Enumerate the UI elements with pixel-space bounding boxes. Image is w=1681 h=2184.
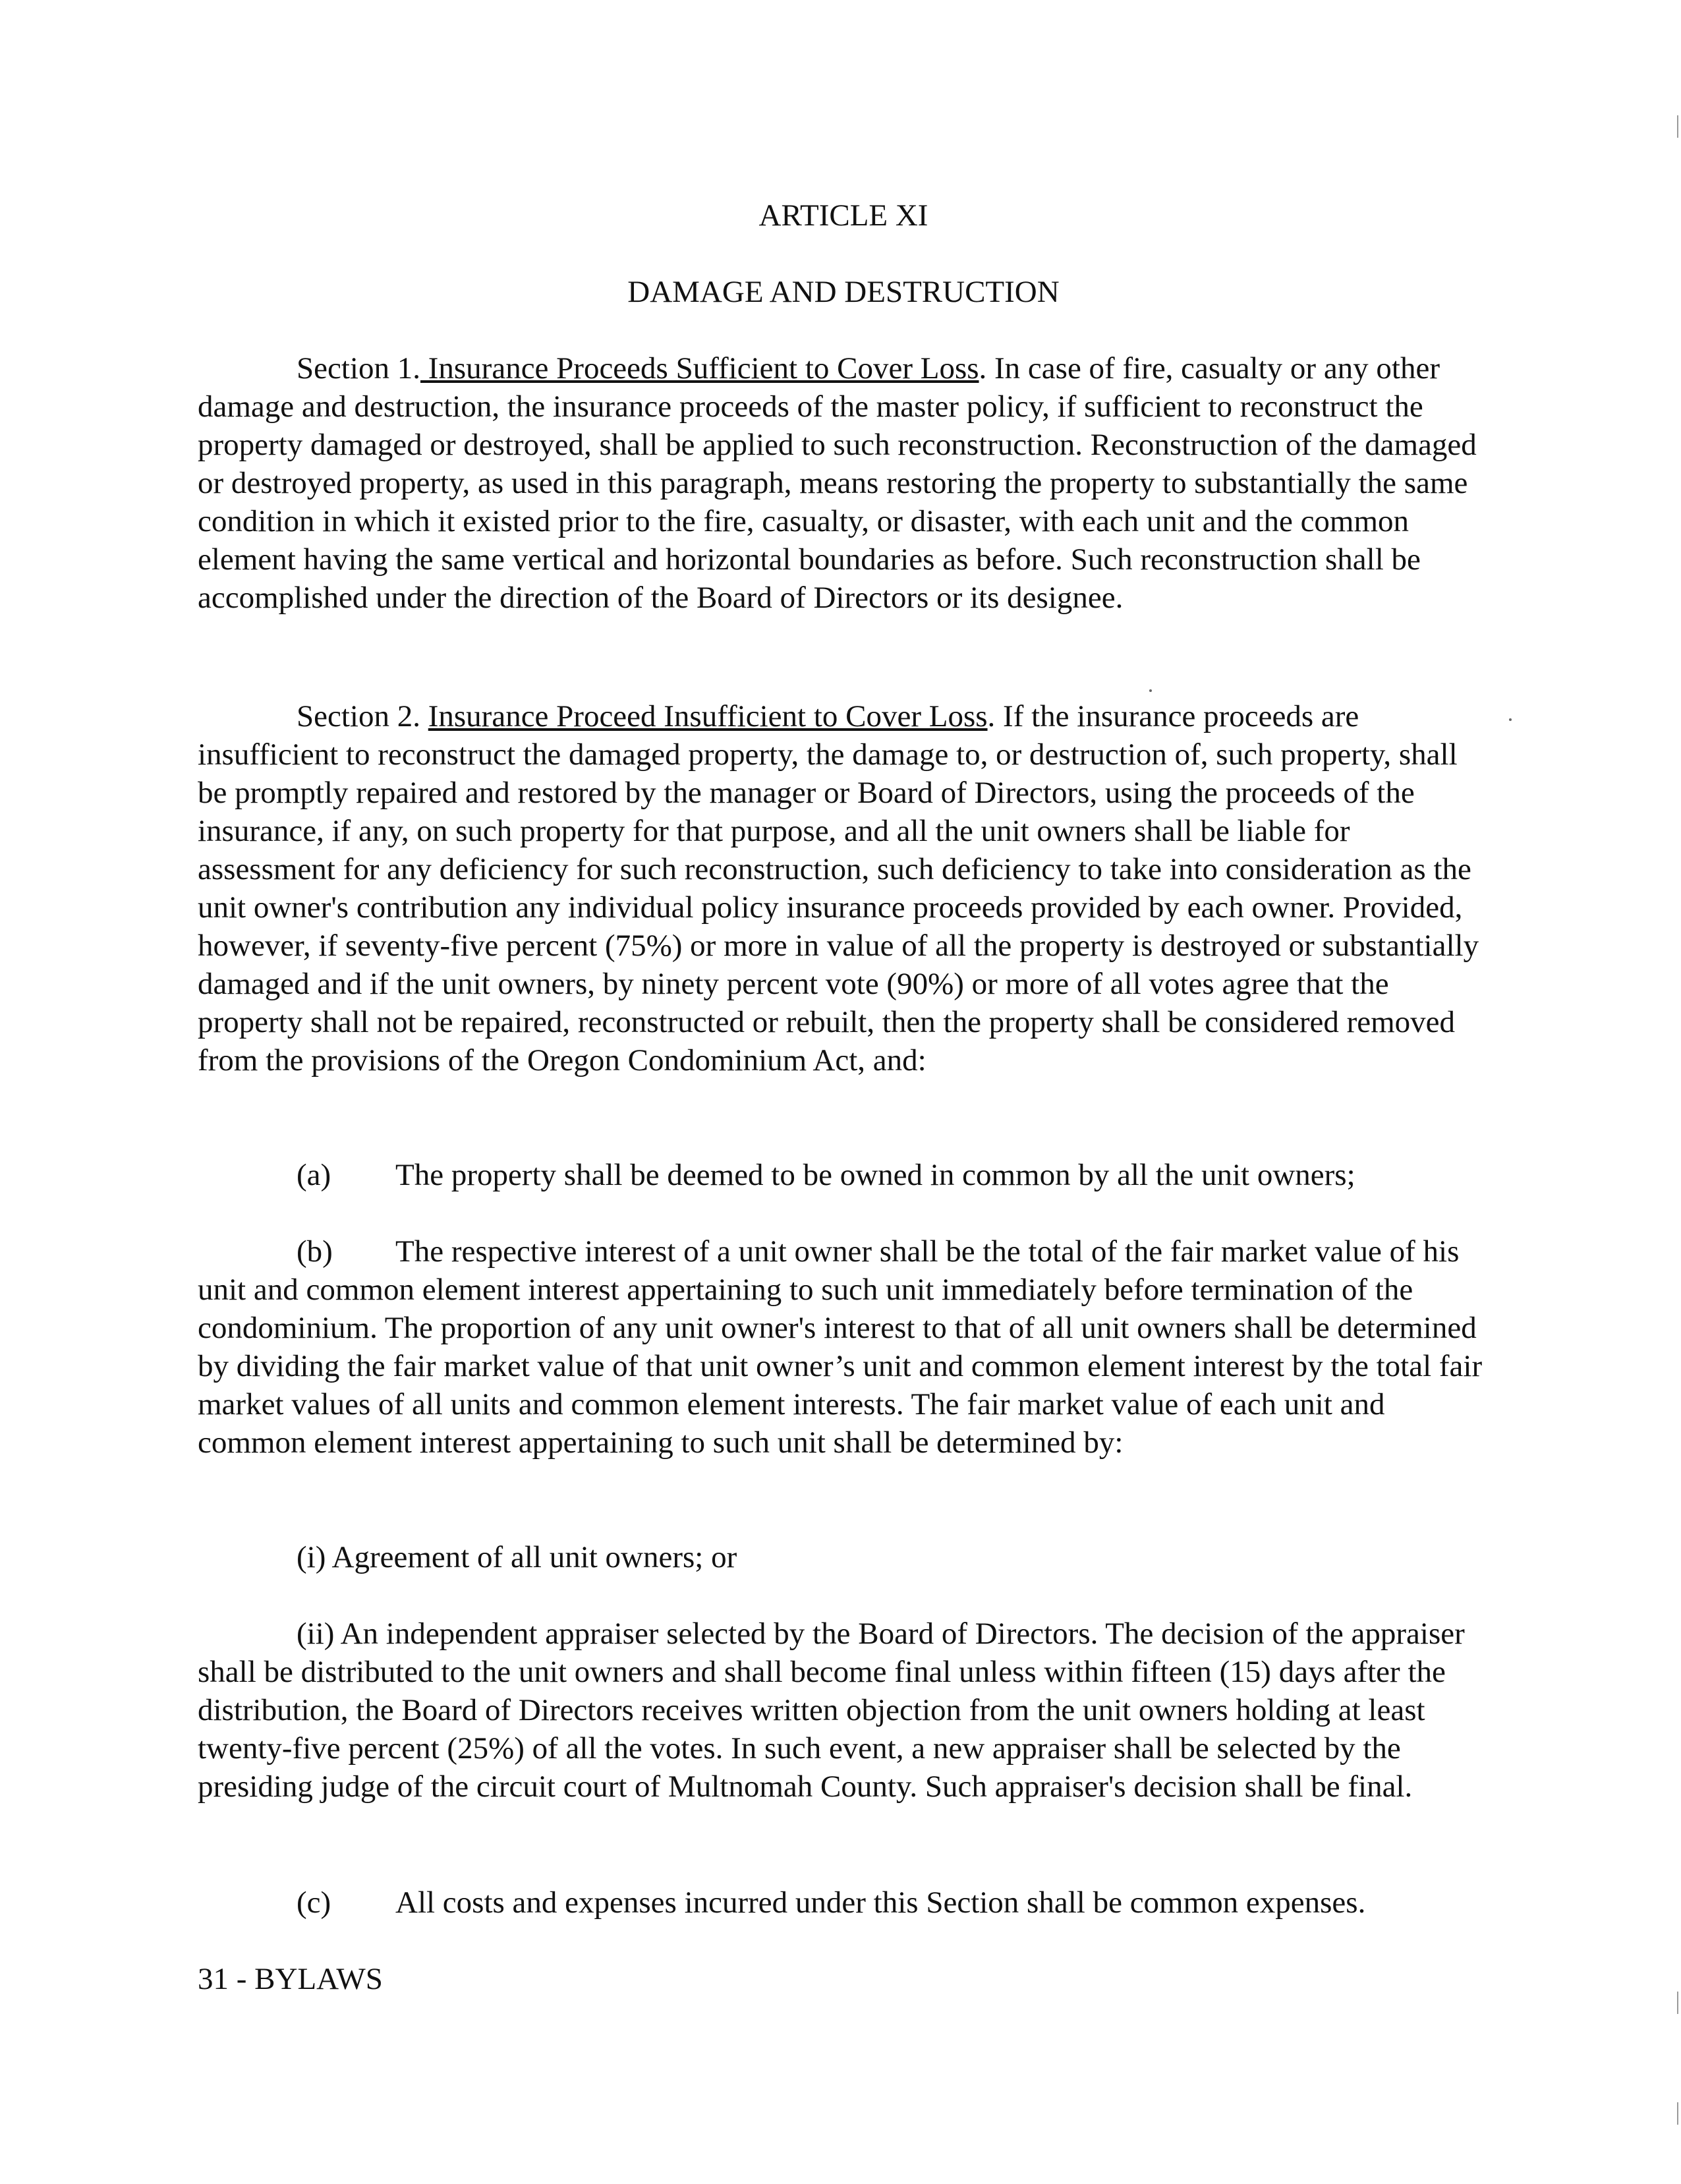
scan-speck — [1149, 689, 1152, 692]
section-1 — [198, 349, 1489, 617]
item-ii — [198, 1615, 1489, 1806]
item-a — [198, 1156, 1489, 1194]
scan-edge-mark — [1677, 1992, 1678, 2014]
item-b — [198, 1232, 1489, 1462]
item-ii-text: (ii) An independent appraiser selected by the Board of Directors. The decision of the appraiser shall be distributed to the unit owners and shall become final unless within fifteen (15) days after the distribution, the Board of Directors receives written objection from the unit owners holding at least twenty-five percent (25%) of all the votes. In such event, a new appraiser shall be selected by the presiding judge of the circuit court of Multnomah County. Such appraiser's decision shall be final. — [198, 1617, 1465, 1804]
section-2-heading-end: . — [987, 699, 996, 733]
item-i — [198, 1538, 1489, 1576]
page-footer: 31 - BYLAWS — [198, 1962, 383, 1996]
section-2-prefix: Section 2. — [297, 699, 428, 733]
item-b-label: (b) — [297, 1234, 333, 1269]
scan-edge-mark — [1677, 2102, 1678, 2125]
item-c — [198, 1883, 1489, 1922]
section-1-prefix: Section 1. — [297, 351, 420, 386]
article-number: ARTICLE XI — [758, 198, 928, 233]
article-title: DAMAGE AND DESTRUCTION — [627, 275, 1060, 309]
item-a-label: (a) — [297, 1158, 331, 1192]
section-2-heading: Insurance Proceed Insufficient to Cover Loss — [428, 699, 988, 733]
section-1-heading-end: . — [979, 351, 987, 386]
section-1-body: In case of fire, casualty or any other damage and destruction, the insurance proceeds of the master policy, if sufficient to reconstruct the property damaged or destroyed, shall be applied to such reconstruction. Reconstruction of the damaged or destroyed property, as used in this paragraph, means restoring the property to substantially the same condition in which it existed prior to the fire, casualty, or disaster, with each unit and the common element having the same vertical and horizontal boundaries as before. Such reconstruction shall be accomplished under the direction of the Board of Directors or its designee. — [198, 351, 1477, 615]
item-a-text: The property shall be deemed to be owned in common by all the unit owners; — [395, 1158, 1355, 1192]
item-i-text: (i) Agreement of all unit owners; or — [297, 1540, 737, 1574]
item-c-label: (c) — [297, 1885, 331, 1920]
item-b-text: The respective interest of a unit owner shall be the total of the fair market value of his unit and common element interest appertaining to such unit immediately before termination of the condominium. The proportion of any unit owner's interest to that of all unit owners shall be determined by dividing the fair market value of that unit owner’s unit and common element interest by the total fair market values of all units and common element interests. The fair market value of each unit and common element interest appertaining to such unit shall be determined by: — [198, 1234, 1483, 1460]
scan-speck — [1509, 718, 1512, 721]
scan-edge-mark — [1677, 115, 1678, 138]
section-2-body: If the insurance proceeds are insufficient to reconstruct the damaged property, the damage to, or destruction of, such property, shall be promptly repaired and restored by the manager or Board of Directors, using the proceeds of the insurance, if any, on such property for that purpose, and all the unit owners shall be liable for assessment for any deficiency for such reconstruction, such deficiency to take into consideration as the unit owner's contribution any individual policy insurance proceeds provided by each owner. Provided, however, if seventy-five percent (75%) or more in value of all the property is destroyed or substantially damaged and if the unit owners, by ninety percent vote (90%) or more of all votes agree that the property shall not be repaired, reconstructed or rebuilt, then the property shall be considered removed from the provisions of the Oregon Condominium Act, and: — [198, 699, 1479, 1078]
section-1-heading: Insurance Proceeds Sufficient to Cover Loss — [420, 351, 979, 386]
section-2 — [198, 697, 1489, 1079]
item-c-text: All costs and expenses incurred under this Section shall be common expenses. — [395, 1885, 1366, 1920]
